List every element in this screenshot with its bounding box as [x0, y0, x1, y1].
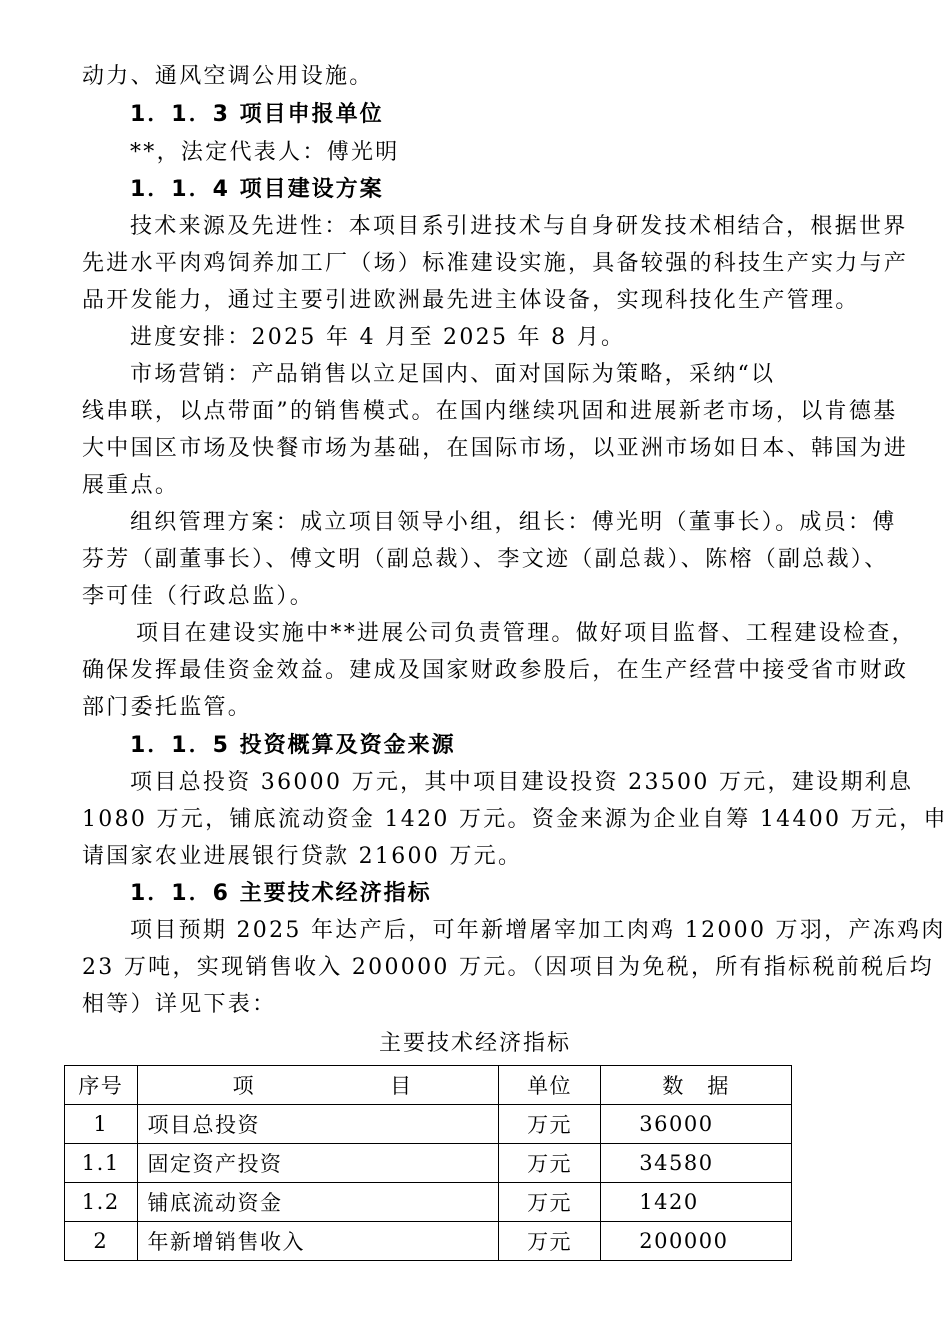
paragraph-line: 确保发挥最佳资金效益。建成及国家财政参股后，在生产经营中接受省市财政 — [82, 658, 909, 683]
cell-item: 固定资产投资 — [137, 1144, 498, 1183]
paragraph-line: 技术来源及先进性：本项目系引进技术与自身研发技术相结合，根据世界 — [130, 214, 908, 239]
cell-item: 铺底流动资金 — [137, 1183, 498, 1222]
paragraph-line: 项目在建设实施中**进展公司负责管理。做好项目监督、工程建设检查， — [136, 621, 916, 646]
table-caption: 主要技术经济指标 — [378, 1031, 571, 1056]
paragraph-line: 部门委托监管。 — [82, 695, 253, 720]
table-row — [65, 1183, 792, 1222]
cell-index: 1 — [65, 1105, 138, 1144]
cell-unit: 万元 — [498, 1183, 600, 1222]
header-value: 数 据 — [601, 1066, 792, 1105]
cell-item: 项目总投资 — [137, 1105, 498, 1144]
paragraph-line: 市场营销：产品销售以立足国内、面对国际为策略，采纳“以 — [130, 362, 776, 387]
table-header-row — [65, 1066, 792, 1105]
paragraph-line: 芬芳（副董事长）、傅文明（副总裁）、李文迹（副总裁）、陈榕（副总裁）、 — [82, 547, 889, 572]
cell-value: 1420 — [601, 1183, 792, 1222]
paragraph-line: 组织管理方案：成立项目领导小组，组长：傅光明（董事长）。成员：傅 — [130, 510, 897, 535]
header-unit: 单位 — [498, 1066, 600, 1105]
paragraph-line: 线串联，以点带面”的销售模式。在国内继续巩固和进展新老市场，以肯德基 — [82, 399, 898, 424]
cell-unit: 万元 — [498, 1222, 600, 1261]
paragraph-line: 项目总投资 36000 万元，其中项目建设投资 23500 万元，建设期利息 — [130, 770, 914, 795]
paragraph-line: 李可佳（行政总监）。 — [82, 584, 315, 609]
cell-index: 1.1 — [65, 1144, 138, 1183]
cell-item: 年新增销售收入 — [137, 1222, 498, 1261]
section-heading-1-1-5: 1．1．5 投资概算及资金来源 — [130, 733, 456, 758]
paragraph-line: 大中国区市场及快餐市场为基础，在国际市场，以亚洲市场如日本、韩国为进 — [82, 436, 909, 461]
paragraph-line: 项目预期 2025 年达产后，可年新增屠宰加工肉鸡 12000 万羽，产冻鸡肉 — [130, 918, 946, 943]
metrics-table — [64, 1065, 792, 1261]
table-row — [65, 1105, 792, 1144]
cell-index: 2 — [65, 1222, 138, 1261]
header-item: 项 目 — [137, 1066, 498, 1105]
paragraph-line: 1080 万元，铺底流动资金 1420 万元。资金来源为企业自筹 14400 万元，申 — [82, 807, 948, 832]
paragraph-line: **，法定代表人：傅光明 — [130, 140, 400, 165]
section-heading-1-1-3: 1．1．3 项目申报单位 — [130, 102, 384, 127]
paragraph-line: 先进水平肉鸡饲养加工厂（场）标准建设实施，具备较强的科技生产实力与产 — [82, 251, 909, 276]
paragraph-line: 品开发能力，通过主要引进欧洲最先进主体设备，实现科技化生产管理。 — [82, 288, 860, 313]
section-heading-1-1-6: 1．1．6 主要技术经济指标 — [130, 881, 432, 906]
table-row — [65, 1222, 792, 1261]
cell-unit: 万元 — [498, 1144, 600, 1183]
paragraph-line: 相等）详见下表： — [82, 992, 277, 1017]
header-index: 序号 — [65, 1066, 138, 1105]
table-row — [65, 1144, 792, 1183]
paragraph-line: 动力、通风空调公用设施。 — [82, 64, 374, 89]
paragraph-line: 请国家农业进展银行贷款 21600 万元。 — [82, 844, 523, 869]
section-heading-1-1-4: 1．1．4 项目建设方案 — [130, 177, 384, 202]
cell-value: 200000 — [601, 1222, 792, 1261]
paragraph-line: 23 万吨，实现销售收入 200000 万元。（因项目为免税，所有指标税前税后均 — [82, 955, 934, 980]
cell-index: 1.2 — [65, 1183, 138, 1222]
paragraph-line: 进度安排：2025 年 4 月至 2025 年 8 月。 — [130, 325, 626, 350]
paragraph-line: 展重点。 — [82, 473, 180, 498]
cell-value: 36000 — [601, 1105, 792, 1144]
cell-unit: 万元 — [498, 1105, 600, 1144]
cell-value: 34580 — [601, 1144, 792, 1183]
